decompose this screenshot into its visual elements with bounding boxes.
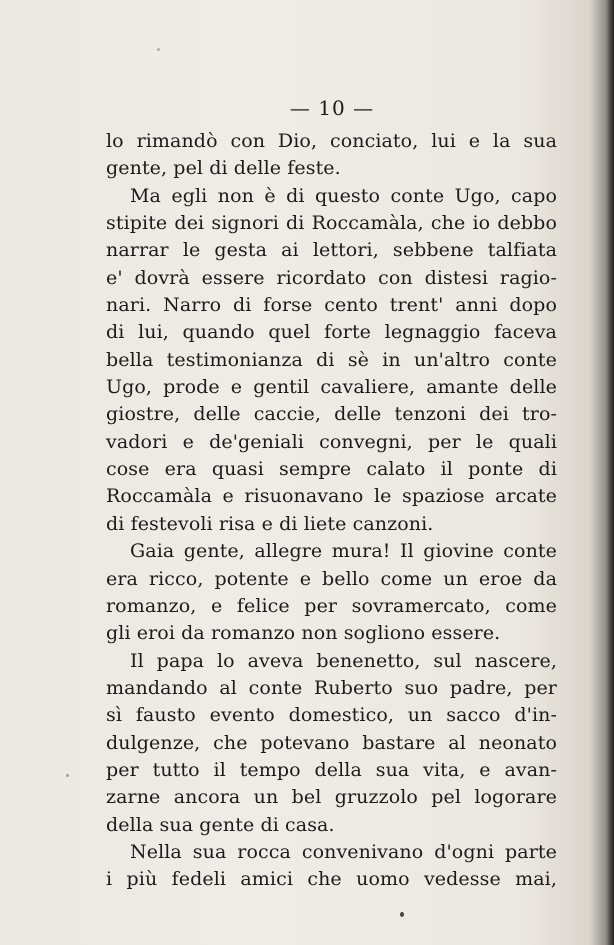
text-line: lo rimandò con Dio, conciato, lui e la sua: [106, 130, 557, 152]
text-line: e' dovrà essere ricordato con distesi ragio-: [106, 266, 557, 289]
text-line: di festevoli risa e di liete canzoni.: [106, 512, 434, 535]
text-line: per tutto il tempo della sua vita, e avan-: [106, 758, 557, 781]
text-line: mandando al conte Ruberto suo padre, per: [106, 676, 557, 699]
paragraph-first-line: Il papa lo aveva benenetto, sul nascere,: [130, 649, 557, 672]
text-line: bella testimonianza di sè in un'altro conte: [106, 348, 557, 371]
paragraph-first-line: Ma egli non è di questo conte Ugo, capo: [130, 184, 557, 207]
text-line: cose era quasi sempre calato il ponte di: [106, 458, 557, 481]
body-text: [106, 128, 557, 894]
paragraph-first-line: Nella sua rocca convenivano d'ogni parte: [130, 840, 557, 863]
page-edge-shadow: [606, 0, 614, 945]
text-line: giostre, delle caccie, delle tenzoni dei tro-: [106, 403, 557, 426]
page-number: — 10 —: [289, 96, 375, 120]
text-line: stipite dei signori di Roccamàla, che io debbo: [106, 212, 557, 235]
ink-speck: [157, 48, 160, 51]
text-line: di lui, quando quel forte legnaggio faceva: [106, 321, 557, 344]
text-line: sì fausto evento domestico, un sacco d'in-: [106, 704, 557, 727]
text-line: zarne ancora un bel gruzzolo pel logorare: [106, 786, 557, 809]
paragraph-first-line: Gaia gente, allegre mura! Il giovine conte: [130, 540, 557, 563]
text-line: nari. Narro di forse cento trent' anni dopo: [106, 294, 557, 317]
text-line: Roccamàla e risuonavano le spaziose arcate: [106, 485, 557, 508]
text-line: vadori e de'geniali convegni, per le quali: [106, 430, 557, 453]
text-line: Ugo, prode e gentil cavaliere, amante delle: [106, 376, 557, 399]
text-line: gente, pel di delle feste.: [106, 157, 341, 180]
text-line: dulgenze, che potevano bastare al neonato: [106, 731, 557, 754]
text-line: della sua gente di casa.: [106, 813, 335, 836]
ink-speck: [400, 912, 404, 917]
text-line: romanzo, e felice per sovramercato, come: [106, 594, 557, 617]
text-line: narrar le gesta ai lettori, sebbene talfiata: [106, 239, 557, 262]
text-line: gli eroi da romanzo non sogliono essere.: [106, 622, 501, 645]
ink-speck: [66, 774, 69, 777]
text-line: era ricco, potente e bello come un eroe da: [106, 567, 557, 590]
text-line: i più fedeli amici che uomo vedesse mai,: [106, 868, 557, 891]
